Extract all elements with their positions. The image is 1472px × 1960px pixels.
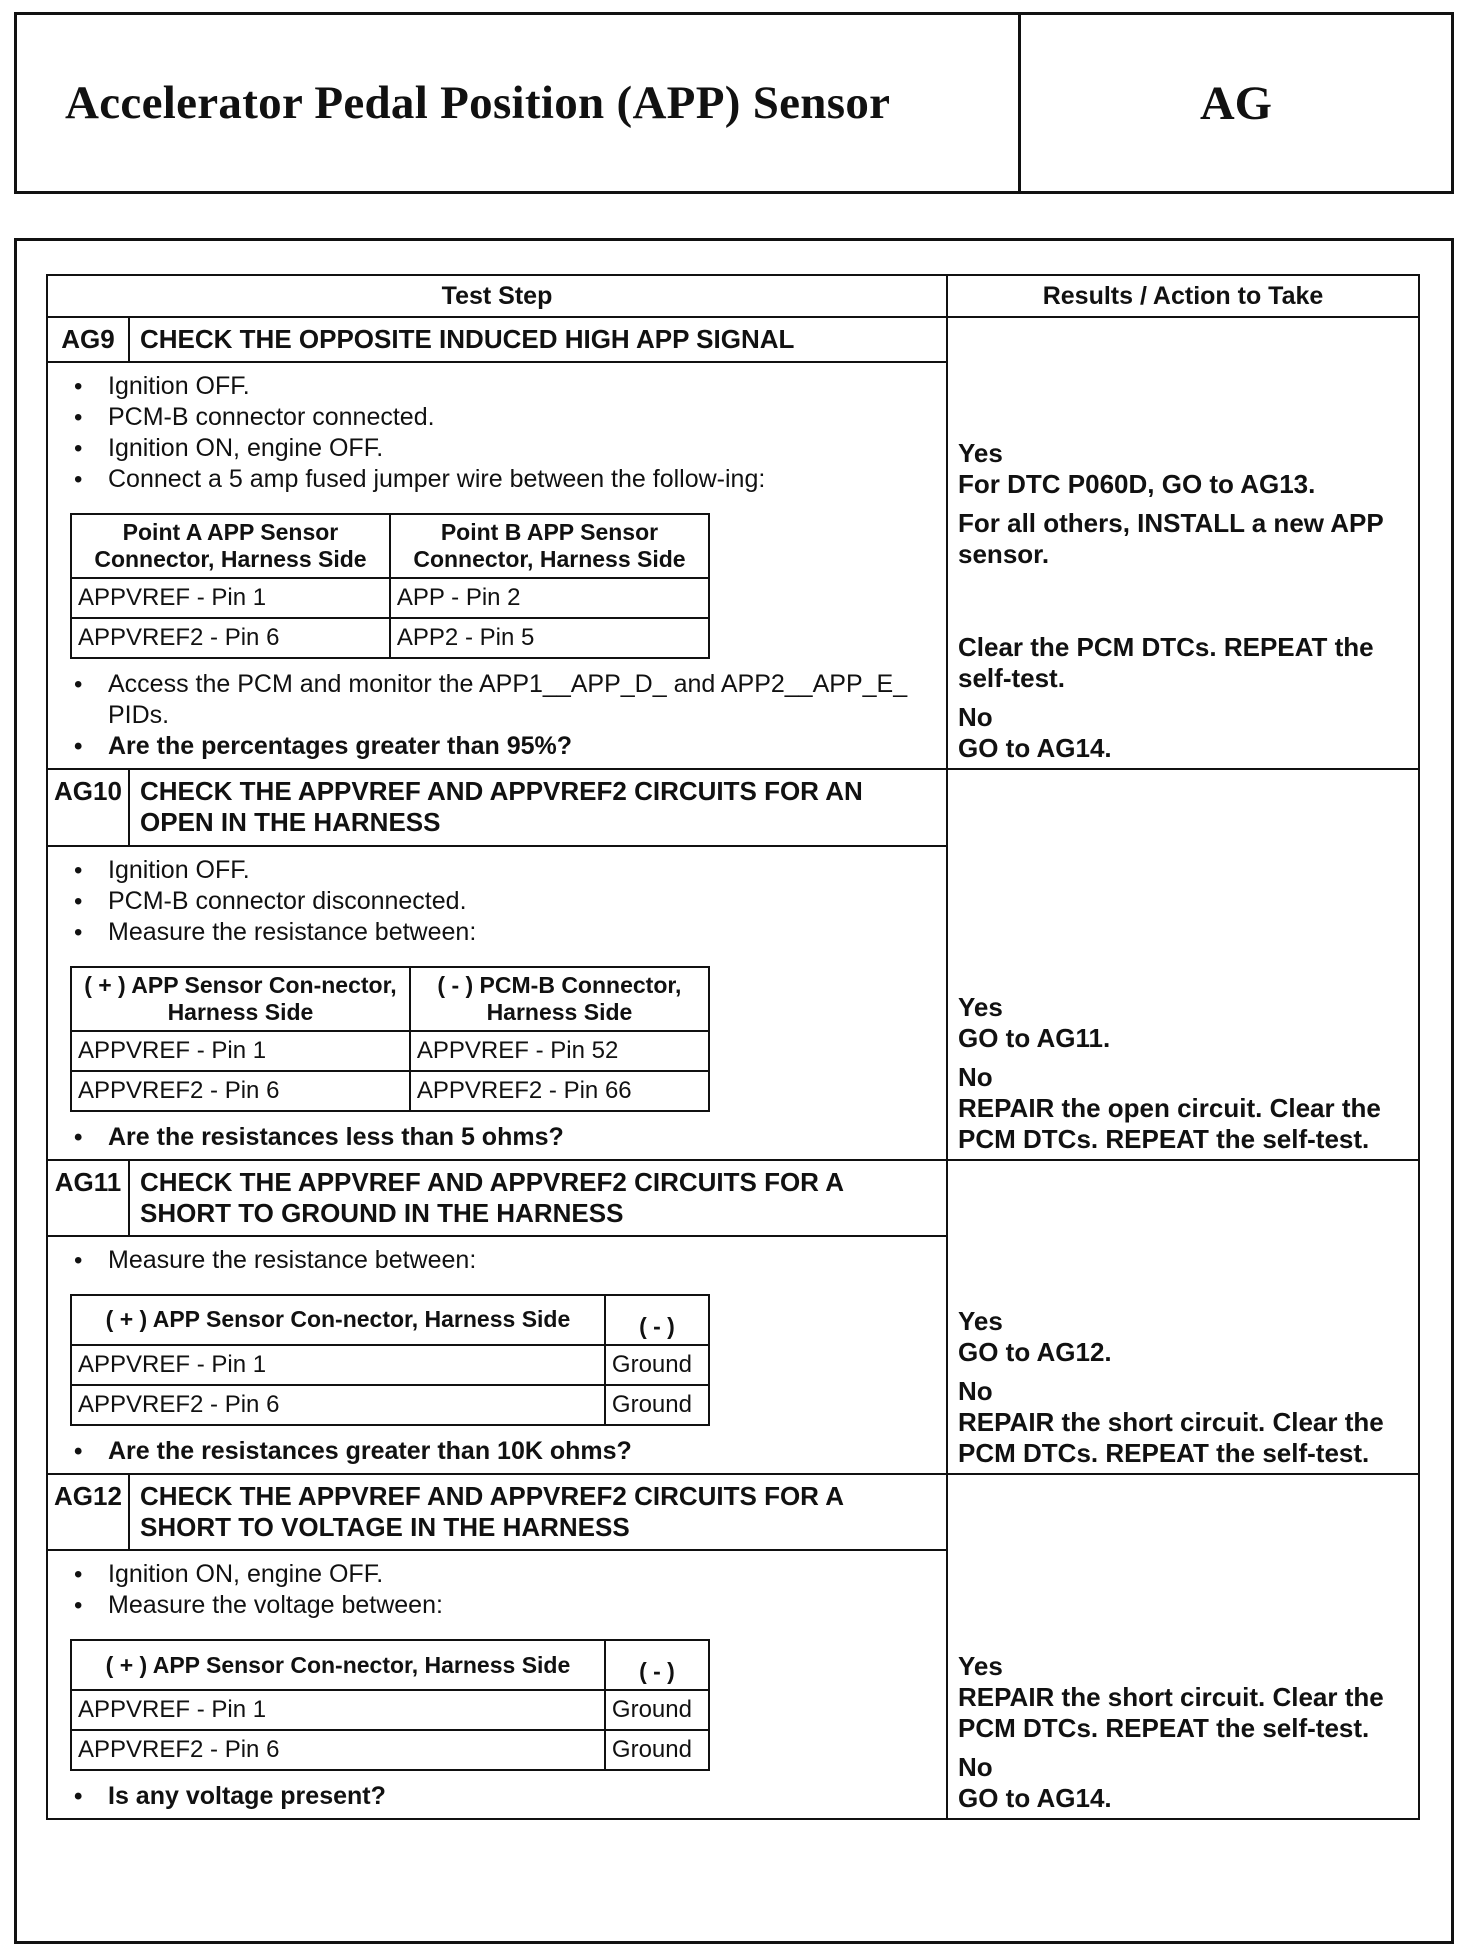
measurement-header: ( - ) PCM-B Connector, Harness Side: [410, 967, 709, 1031]
page-title: Accelerator Pedal Position (APP) Sensor: [17, 15, 1021, 191]
table-cell: APPVREF - Pin 1: [71, 1690, 605, 1730]
yes-action: GO to AG12.: [958, 1336, 1112, 1367]
no-label: No: [958, 1752, 993, 1783]
section-code: AG: [1200, 76, 1272, 130]
step-question: • Is any voltage present?: [68, 1781, 916, 1812]
instruction-item: • Ignition OFF.: [68, 371, 916, 402]
no-label: No: [958, 1375, 993, 1406]
no-label: No: [958, 702, 993, 733]
yes-action-clear: Clear the PCM DTCs. REPEAT the self-test.: [958, 632, 1374, 694]
instruction-item: • Ignition OFF.: [68, 855, 916, 886]
table-cell: APPVREF - Pin 1: [71, 578, 390, 618]
table-cell: Ground: [605, 1345, 709, 1385]
table-cell: Ground: [605, 1385, 709, 1425]
yes-label: Yes: [958, 991, 1003, 1022]
connection-header: Point B APP Sensor Connector, Harness Side: [390, 514, 709, 578]
measurement-header: ( + ) APP Sensor Con-nector, Harness Side: [71, 1640, 605, 1690]
test-step-table: [46, 274, 1420, 1820]
table-cell: Ground: [605, 1690, 709, 1730]
instruction-item: • PCM-B connector disconnected.: [68, 886, 916, 917]
table-cell: APPVREF2 - Pin 6: [71, 1071, 410, 1111]
table-cell: APPVREF - Pin 1: [71, 1031, 410, 1071]
table-row: [71, 618, 709, 658]
step-question: • Are the percentages greater than 95%?: [68, 731, 916, 762]
table-cell: APPVREF2 - Pin 6: [71, 618, 390, 658]
step-ref: AG11: [1036, 1022, 1103, 1053]
yes-label: Yes: [958, 1651, 1003, 1682]
yes-action: REPAIR the short circuit. Clear the PCM DTCs. REPEAT the self-test.: [958, 1682, 1384, 1744]
table-cell: Ground: [605, 1730, 709, 1770]
step-title: CHECK THE APPVREF AND APPVREF2 CIRCUITS FOR A SHORT TO VOLTAGE IN THE HARNESS: [129, 1474, 947, 1550]
step-instructions: [47, 1236, 947, 1474]
step-ag9-header: [47, 317, 1419, 362]
no-action: REPAIR the short circuit. Clear the PCM DTCs. REPEAT the self-test.: [958, 1406, 1384, 1468]
step-instructions: [47, 362, 947, 769]
measurement-header: ( + ) APP Sensor Con-nector, Harness Side: [71, 1295, 605, 1345]
step-id: AG12: [47, 1474, 129, 1550]
table-row: [71, 1730, 709, 1770]
instruction-item: • Measure the resistance between:: [68, 917, 916, 948]
yes-action: GO to AG11.: [958, 1022, 1111, 1053]
step-question: • Are the resistances greater than 10K ohms?: [68, 1436, 916, 1467]
measurement-table: [70, 966, 710, 1112]
step-id: AG9: [47, 317, 129, 362]
measurement-header: ( + ) APP Sensor Con-nector, Harness Side: [71, 967, 410, 1031]
table-cell: APP2 - Pin 5: [390, 618, 709, 658]
step-ref: AG12: [1036, 1336, 1105, 1367]
instruction-item: • Ignition ON, engine OFF.: [68, 1559, 916, 1590]
table-cell: APPVREF2 - Pin 6: [71, 1730, 605, 1770]
step-instructions: [47, 846, 947, 1160]
step-ref: AG14: [1036, 1783, 1105, 1814]
step-title: CHECK THE APPVREF AND APPVREF2 CIRCUITS FOR A SHORT TO GROUND IN THE HARNESS: [129, 1160, 947, 1236]
instruction-item: • PCM-B connector connected.: [68, 402, 916, 433]
yes-action-others: For all others, INSTALL a new APP sensor.: [958, 508, 1384, 570]
no-label: No: [958, 1061, 993, 1092]
measurement-header: ( - ): [605, 1640, 709, 1690]
instruction-item: • Measure the voltage between:: [68, 1590, 916, 1621]
page-header: [14, 12, 1454, 194]
col-results: Results / Action to Take: [947, 275, 1419, 317]
instruction-item: • Measure the resistance between:: [68, 1245, 916, 1276]
step-id: AG10: [47, 769, 129, 845]
table-header-row: [47, 275, 1419, 317]
table-row: [71, 1031, 709, 1071]
table-row: [71, 578, 709, 618]
measurement-header: ( - ): [605, 1295, 709, 1345]
step-id: AG11: [47, 1160, 129, 1236]
table-cell: APPVREF - Pin 1: [71, 1345, 605, 1385]
instruction-item: • Access the PCM and monitor the APP1__APP_D_ and APP2__APP_E_ PIDs.: [68, 669, 916, 731]
col-test-step: Test Step: [47, 275, 947, 317]
measurement-table: [70, 1294, 710, 1426]
step-title: CHECK THE OPPOSITE INDUCED HIGH APP SIGNAL: [129, 317, 947, 362]
step-ag12-results: [947, 1474, 1419, 1819]
step-title: CHECK THE APPVREF AND APPVREF2 CIRCUITS FOR AN OPEN IN THE HARNESS: [129, 769, 947, 845]
step-ref: AG14: [1036, 733, 1105, 764]
yes-label: Yes: [958, 1305, 1003, 1336]
table-cell: APPVREF2 - Pin 6: [71, 1385, 605, 1425]
step-question: • Are the resistances less than 5 ohms?: [68, 1122, 916, 1153]
step-instructions: [47, 1550, 947, 1819]
yes-label: Yes: [958, 438, 1003, 469]
instruction-item: • Connect a 5 amp fused jumper wire between the follow-ing:: [68, 464, 916, 495]
measurement-table: [70, 1639, 710, 1771]
step-ag11-header: [47, 1160, 1419, 1236]
step-ag10-results: [947, 769, 1419, 1159]
step-ag9-results: [947, 317, 1419, 769]
yes-action-dtc: For DTC P060D, GO to AG13.: [958, 469, 1316, 500]
table-row: [71, 1071, 709, 1111]
table-cell: APPVREF2 - Pin 66: [410, 1071, 709, 1111]
step-ag11-results: [947, 1160, 1419, 1474]
step-ag12-header: [47, 1474, 1419, 1550]
connection-header: Point A APP Sensor Connector, Harness Side: [71, 514, 390, 578]
step-ag10-header: [47, 769, 1419, 845]
table-cell: APPVREF - Pin 52: [410, 1031, 709, 1071]
table-row: [71, 1345, 709, 1385]
step-ref: AG13: [1240, 469, 1309, 500]
table-row: [71, 1690, 709, 1730]
connection-table: [70, 513, 710, 659]
no-action: REPAIR the open circuit. Clear the PCM DTCs. REPEAT the self-test.: [958, 1092, 1381, 1154]
table-cell: APP - Pin 2: [390, 578, 709, 618]
instruction-item: • Ignition ON, engine OFF.: [68, 433, 916, 464]
no-action: GO to AG14.: [958, 733, 1112, 764]
no-action: GO to AG14.: [958, 1783, 1112, 1814]
table-row: [71, 1385, 709, 1425]
